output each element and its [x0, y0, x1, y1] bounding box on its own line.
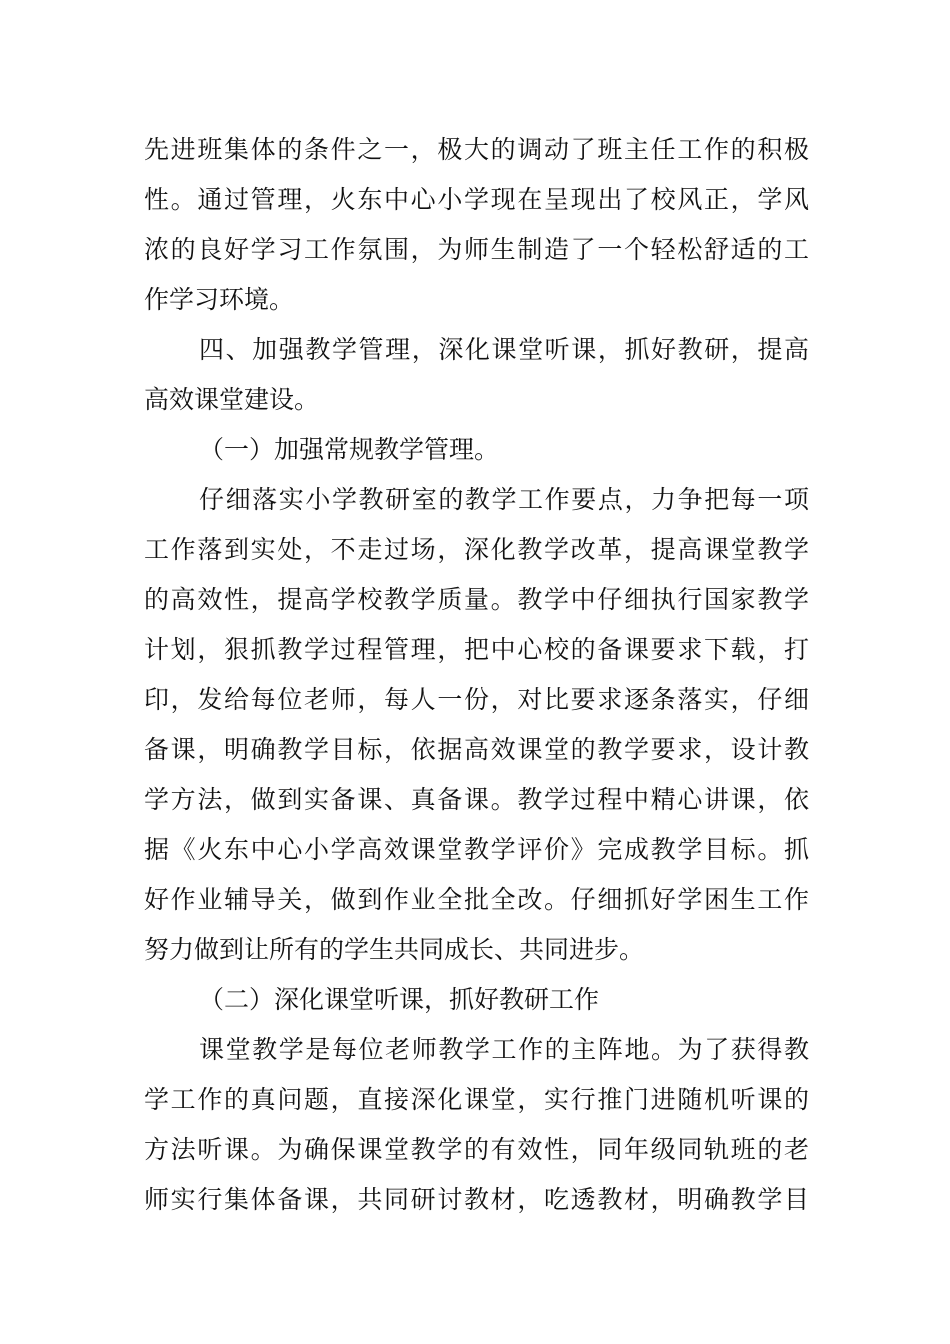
paragraph-line: 先进班集体的条件之一，极大的调动了班主任工作的积极: [144, 135, 809, 164]
paragraph-line: 的高效性，提高学校教学质量。教学中仔细执行国家教学: [144, 585, 809, 614]
paragraph-line: 学工作的真问题，直接深化课堂，实行推门进随机听课的: [144, 1085, 809, 1114]
section-heading-line: 四、加强教学管理，深化课堂听课，抓好教研，提高: [199, 335, 809, 364]
paragraph-line: 好作业辅导关，做到作业全批全改。仔细抓好学困生工作: [144, 885, 809, 914]
paragraph-line: 印，发给每位老师，每人一份，对比要求逐条落实，仔细: [144, 685, 809, 714]
subsection-heading: （二）深化课堂听课，抓好教研工作: [199, 985, 600, 1014]
paragraph-line: 作学习环境。: [144, 285, 295, 314]
paragraph-line: 工作落到实处，不走过场，深化教学改革，提高课堂教学: [144, 535, 809, 564]
paragraph-line: 浓的良好学习工作氛围，为师生制造了一个轻松舒适的工: [144, 235, 809, 264]
paragraph-line: 计划，狠抓教学过程管理，把中心校的备课要求下载，打: [144, 635, 809, 664]
paragraph-line: 努力做到让所有的学生共同成长、共同进步。: [144, 935, 645, 964]
paragraph-line: 仔细落实小学教研室的教学工作要点，力争把每一项: [199, 485, 809, 514]
paragraph-line: 学方法，做到实备课、真备课。教学过程中精心讲课，依: [144, 785, 809, 814]
paragraph-line: 师实行集体备课，共同研讨教材，吃透教材，明确教学目: [144, 1185, 809, 1214]
subsection-heading: （一）加强常规教学管理。: [199, 435, 500, 464]
paragraph-line: 性。通过管理，火东中心小学现在呈现出了校风正，学风: [144, 185, 809, 214]
paragraph-line: 据《火东中心小学高效课堂教学评价》完成教学目标。抓: [144, 835, 809, 864]
paragraph-line: 课堂教学是每位老师教学工作的主阵地。为了获得教: [199, 1035, 809, 1064]
paragraph-line: 方法听课。为确保课堂教学的有效性，同年级同轨班的老: [144, 1135, 809, 1164]
paragraph-line: 备课，明确教学目标，依据高效课堂的教学要求，设计教: [144, 735, 809, 764]
section-heading-line: 高效课堂建设。: [144, 385, 320, 414]
